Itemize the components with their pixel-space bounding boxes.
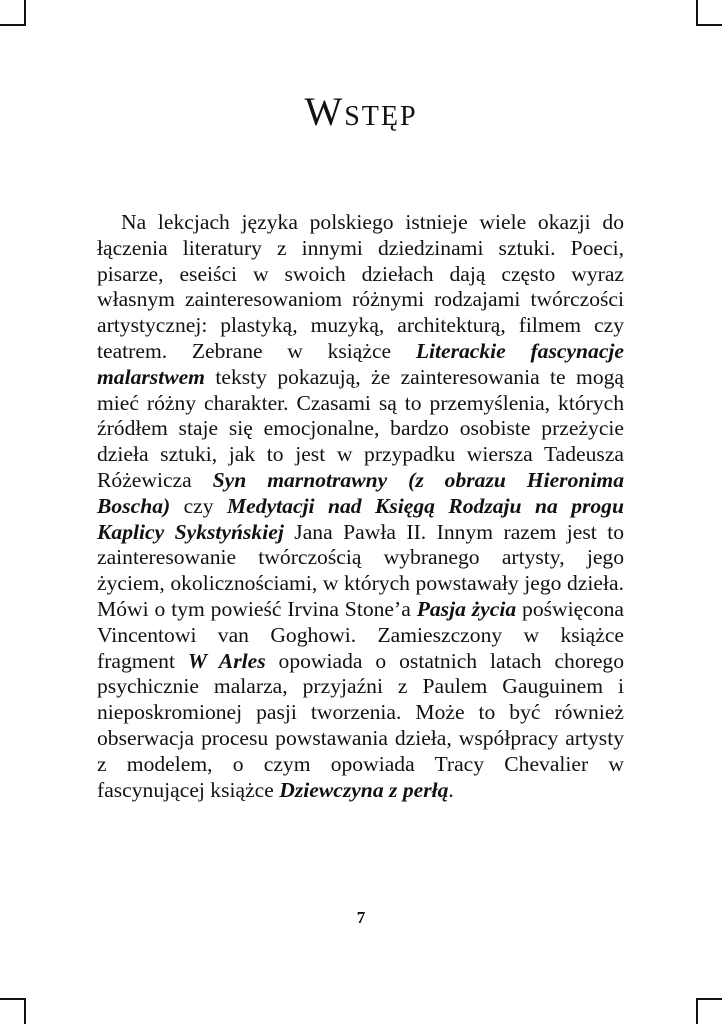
page-title: Wstęp	[304, 89, 418, 134]
book-title-dziewczyna-z-perla: Dziewczyna z perłą	[279, 777, 449, 802]
book-title-literackie-fascynacje: Literackie fascynacje malarstwem	[97, 338, 625, 389]
crop-mark-bottom-left	[0, 998, 26, 1024]
crop-mark-bottom-right	[696, 998, 722, 1024]
text-run: .	[448, 777, 454, 802]
text-run: poświęcona Vincentowi van Goghowi. Zamieszczony w książce fragment	[97, 596, 624, 673]
text-run: Na lekcjach języka polskiego istnieje wiele okazji do łączenia literatury z innymi dziedzinami sztuki. Poeci, pisarze, eseiści w swoich dziełach dają często wyraz własnym zainteresowaniom różnymi rodzajami twórczości artystycznej: plastyką, muzyką, architekturą, filmem czy teatrem. Zebrane w książce	[97, 210, 624, 363]
text-run: czy	[170, 493, 227, 518]
text-run: Jana Pawła II. Innym razem jest to zainteresowanie twórczością wybranego artysty, jego życiem, okolicznościami, w których powstawały jego dzieła. Mówi o tym powieść Irvina Stone’a	[97, 519, 624, 621]
text-run: opowiada o ostatnich latach chorego psychicznie malarza, przyjaźni z Paulem Gauguinem i nieposkromionej pasji tworzenia. Może to być również obserwacja procesu powstawania dzieła, współpracy artysty z modelem, o czym opowiada Tracy Chevalier w fascynującej książce	[97, 648, 625, 802]
page-number: 7	[356, 908, 366, 927]
crop-mark-top-right	[696, 0, 722, 26]
body-text	[97, 210, 624, 803]
poem-title-syn-marnotrawny: Syn marnotrawny (z obrazu Hieronima Boscha)	[97, 467, 624, 518]
fragment-title-w-arles: W Arles	[187, 648, 266, 673]
book-title-pasja-zycia: Pasja życia	[416, 596, 517, 621]
poem-title-medytacje: Medytacji nad Księgą Rodzaju na progu Kaplicy Sykstyńskiej	[97, 493, 624, 544]
paragraph	[97, 210, 624, 803]
crop-mark-top-left	[0, 0, 26, 26]
text-run: teksty pokazują, że zainteresowania te mogą mieć różny charakter. Czasami są to przemyślenia, których źródłem staje się emocjonalne, bardzo osobiste przeżycie dzieła sztuki, jak to jest w przypadku wiersza Tadeusza Różewicza	[97, 364, 624, 492]
